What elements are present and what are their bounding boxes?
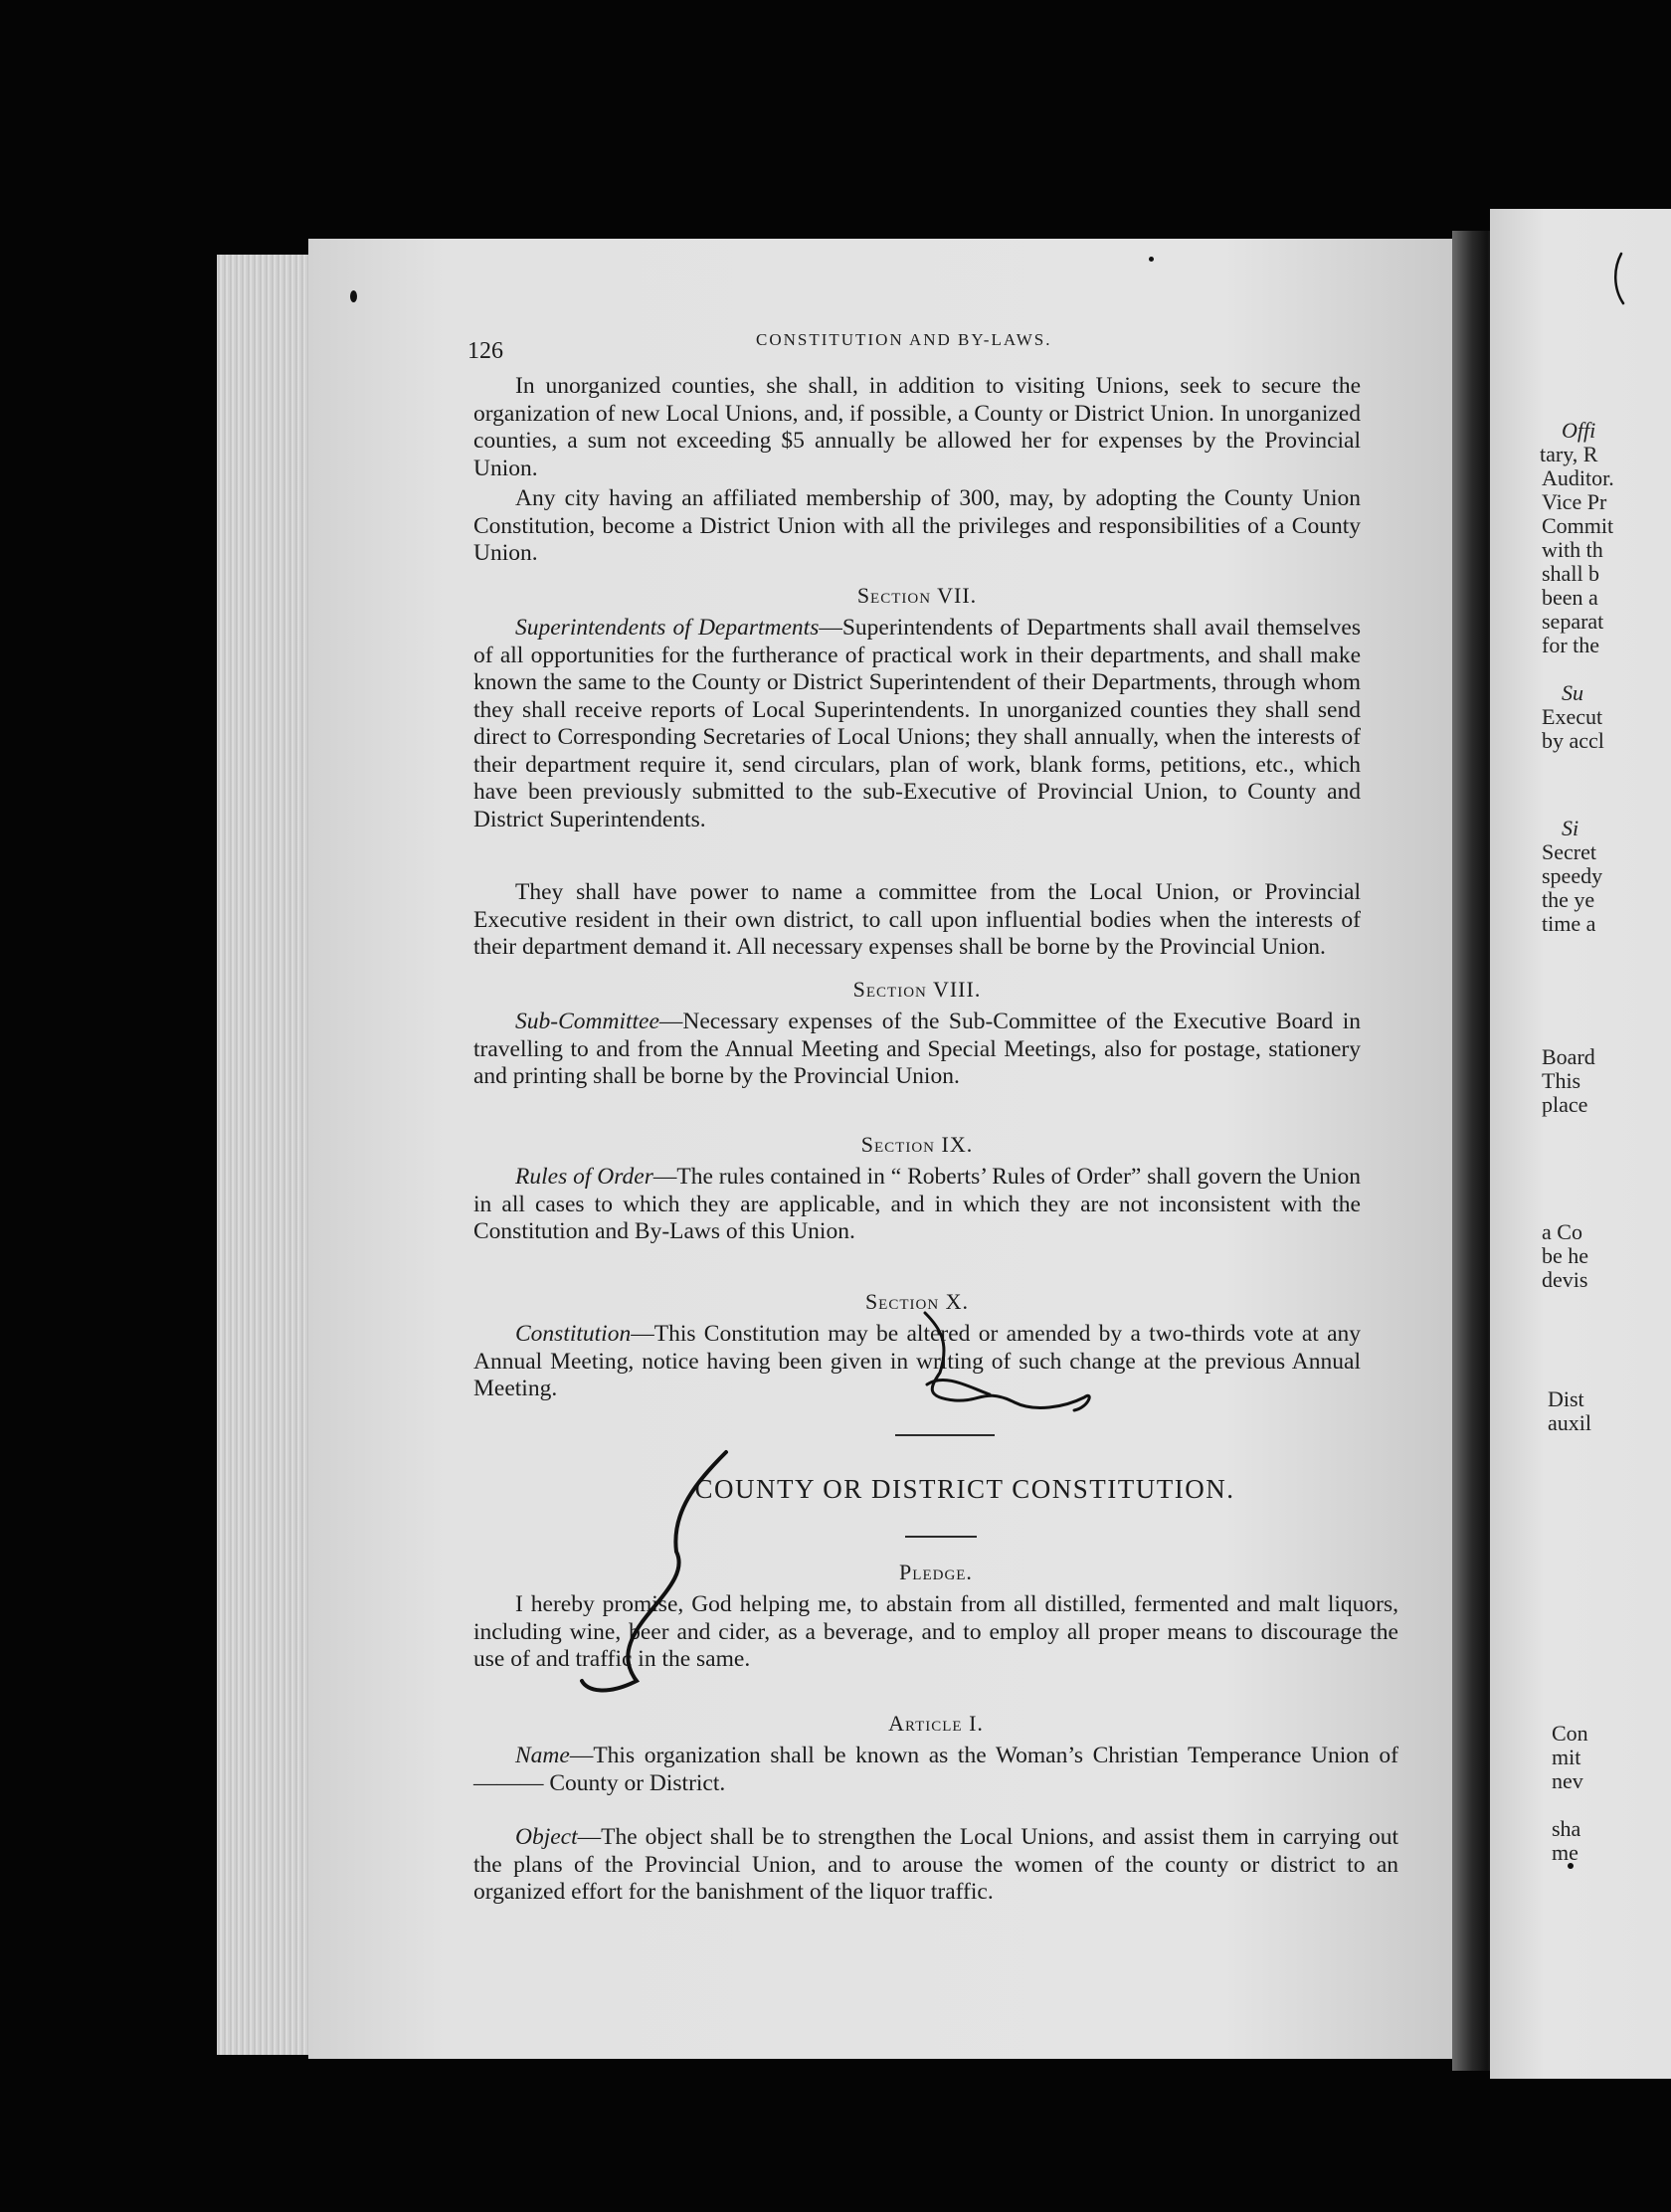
facing-page-fragment: shall b — [1542, 561, 1600, 586]
object-paragraph — [473, 1824, 1398, 1907]
section-vii-lead: Superintendents of Departments — [515, 615, 820, 641]
county-constitution-heading: COUNTY OR DISTRICT CONSTITUTION. — [694, 1474, 1235, 1504]
page-number: 126 — [467, 338, 503, 364]
section-x-text: —This Constitution may be altered or amended by a two-thirds vote at any Annual Meeting, notice having been given in writing of such change at the previous Annual Meeting. — [473, 1321, 1361, 1401]
section-ix-text: —The rules contained in “ Roberts’ Rules of Order” shall govern the Union in all cases to which they are applicable, and in which they are not inconsistent with the Constitution and By-Laws of this Union. — [473, 1164, 1361, 1244]
section-vii-text: —Superintendents of Departments shall avail themselves of all opportunities for the furtherance of practical work in their departments, and shall make known the same to the County or District Superintendent of their Departments, through whom they shall receive reports of Local Superintendents. In unorganized counties they shall send direct to Corresponding Secretaries of Local Unions; they shall annually, when the interests of their department require it, send circulars, plan of work, blank forms, petitions, etc., which have been previously submitted to the sub-Executive of Provincial Union, to County and District Superintendents. — [473, 615, 1361, 832]
facing-page-fragment: devis — [1542, 1267, 1588, 1292]
section-viii-text: —Necessary expenses of the Sub-Committee of the Executive Board in travelling to and from the Annual Meeting and Special Meetings, also for postage, stationery and printing shall be borne by the Provincial Union. — [473, 1009, 1361, 1089]
section-x-lead: Constitution — [515, 1321, 632, 1347]
section-ix-heading: Section IX. — [860, 1132, 974, 1157]
facing-page-fragment: with th — [1542, 537, 1603, 562]
section-x-paragraph — [473, 1321, 1361, 1403]
page-edges — [217, 255, 321, 2055]
facing-page-fragment: place — [1542, 1092, 1588, 1117]
running-title: CONSTITUTION AND BY-LAWS. — [756, 330, 1052, 349]
facing-page-fragment: Offi — [1562, 418, 1596, 443]
facing-page-fragment: the ye — [1542, 887, 1595, 912]
facing-page-fragment: Execut — [1542, 704, 1603, 729]
name-paragraph — [473, 1743, 1398, 1797]
section-ix-lead: Rules of Order — [515, 1164, 653, 1190]
facing-page-fragment: for the — [1542, 633, 1600, 657]
facing-page-fragment: time a — [1542, 911, 1596, 936]
paragraph-district-union: Any city having an affiliated membership of 300, may, by adopting the County Union Constitution, become a District Union with all the privileges and responsibilities of a County Union. — [473, 485, 1361, 566]
facing-page-fragment: Vice Pr — [1542, 489, 1607, 514]
section-viii-heading: Section VIII. — [852, 977, 982, 1002]
section-ix-paragraph — [473, 1164, 1361, 1246]
facing-page-fragment: Board — [1542, 1044, 1595, 1069]
pledge-heading: Pledge. — [899, 1560, 973, 1584]
name-text: —This organization shall be known as the Woman’s Christian Temperance Union of——— County or District. — [473, 1743, 1398, 1796]
section-viii-paragraph — [473, 1009, 1361, 1091]
facing-page-fragment: separat — [1542, 609, 1604, 634]
facing-page-fragment: nev — [1552, 1768, 1583, 1793]
object-text: —The object shall be to strengthen the Local Unions, and assist them in carrying out the plans of the Provincial Union, and to arouse the women of the county or district to an organized effort for the banishment of the liquor traffic. — [473, 1824, 1398, 1905]
section-viii-lead: Sub-Committee — [515, 1009, 659, 1034]
object-lead: Object — [515, 1824, 578, 1850]
section-divider-rule — [895, 1434, 995, 1436]
facing-page-fragment: be he — [1542, 1243, 1589, 1268]
section-x-heading: Section X. — [864, 1289, 970, 1314]
facing-page-fragment: me — [1552, 1840, 1578, 1865]
facing-page-fragment: auxil — [1548, 1410, 1591, 1435]
section-vii-heading: Section VII. — [856, 583, 978, 608]
facing-page-fragment: mit — [1552, 1745, 1581, 1769]
facing-page-fragment: a Co — [1542, 1219, 1582, 1244]
section-vii-paragraph-2: They shall have power to name a committee from the Local Union, or Provincial Executive resident in their own district, to call upon influential bodies when the interests of their department demand it. All necessary expenses shall be borne by the Provincial Union. — [473, 879, 1361, 960]
article-i-heading: Article I. — [888, 1711, 984, 1736]
name-lead: Name — [515, 1743, 570, 1768]
facing-page-fragment: This — [1542, 1068, 1581, 1093]
facing-page-fragment: Si — [1562, 816, 1579, 840]
heading-divider-rule — [905, 1536, 977, 1538]
section-vii-paragraph — [473, 615, 1361, 833]
pledge-paragraph: I hereby promise, God helping me, to abstain from all distilled, fermented and malt liquors, including wine, beer and cider, as a beverage, and to employ all proper means to discourage the use of and traffic in the same. — [473, 1591, 1398, 1672]
speck — [1149, 257, 1154, 262]
facing-page-fragment: Auditor. — [1542, 465, 1614, 490]
facing-page-fragment: Con — [1552, 1721, 1588, 1746]
speck — [350, 290, 357, 302]
facing-page-fragment: Commit — [1542, 513, 1614, 538]
facing-page-fragment: speedy — [1542, 863, 1603, 888]
facing-page-fragment: Dist — [1548, 1386, 1584, 1411]
facing-page-fragment: sha — [1552, 1816, 1581, 1841]
facing-page-fragment: tary, R — [1540, 442, 1598, 466]
paragraph-organizer-duties: In unorganized counties, she shall, in addition to visiting Unions, seek to secure the organization of new Local Unions, and, if possible, a County or District Union. In unorganized counties, a sum not exceeding $5 annually be allowed her for expenses by the Provincial Union. — [473, 373, 1361, 481]
facing-page-fragment: by accl — [1542, 728, 1604, 753]
facing-page-fragment: Su — [1562, 680, 1583, 705]
facing-page-fragment: been a — [1542, 585, 1598, 610]
facing-page-fragment: Secret — [1542, 839, 1596, 864]
